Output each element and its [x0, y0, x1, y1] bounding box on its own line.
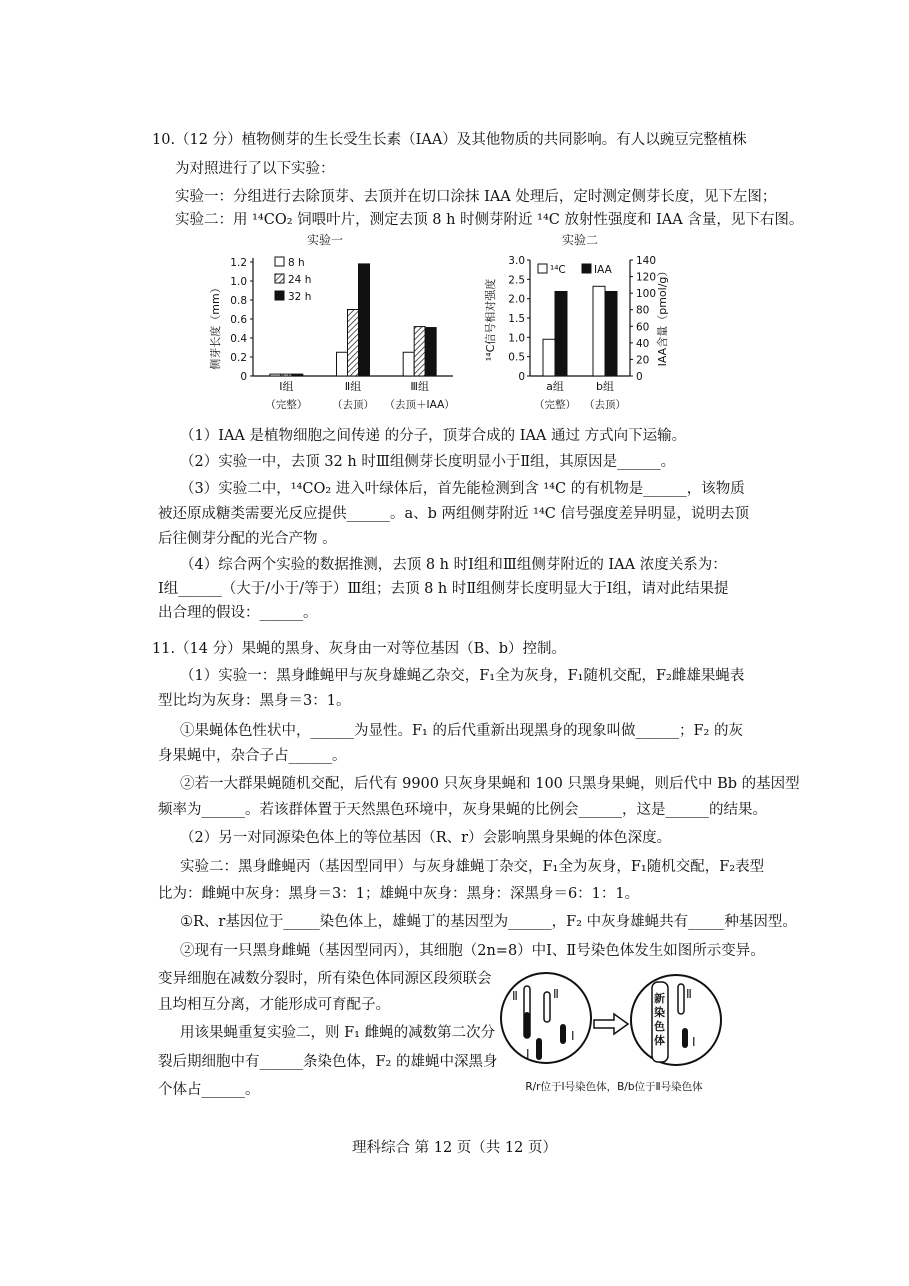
chart1-bar: [359, 264, 370, 376]
new-chrom-char-4: 体: [654, 1034, 665, 1047]
figure-caption: R/r位于Ⅰ号染色体，B/b位于Ⅱ号染色体: [525, 1081, 703, 1093]
q10-exp2: 实验二：用 ¹⁴CO₂ 饲喂叶片，测定去顶 8 h 时侧芽附近 ¹⁴C 放射性强度和 IAA 含量，见下右图。: [175, 212, 804, 228]
cell2-label-I: Ⅰ: [692, 1035, 696, 1049]
chart2-category-label: b组: [596, 380, 614, 393]
chart2-legend-label: ¹⁴C: [550, 264, 566, 276]
chromosome-II-remaining: [678, 984, 684, 1014]
q10-part1: （1）IAA 是植物细胞之间传递 的分子，顶芽合成的 IAA 通过 方式向下运输。: [180, 428, 687, 444]
transform-arrow: [594, 1014, 628, 1034]
chart1-category-label: Ⅰ组: [279, 380, 294, 393]
chart2-ytick-right-label: 100: [636, 288, 657, 301]
chart1-ylabel: 侧芽长度（mm）: [209, 282, 222, 370]
q11-line14: 且均相互分离，才能形成可育配子。: [158, 997, 390, 1013]
chart2-bar: [605, 291, 617, 376]
q11-line1: 11.（14 分）果蝇的黑身、灰身由一对等位基因（B、b）控制。: [152, 641, 567, 657]
chart2-ytick-right-label: 80: [636, 304, 650, 317]
q10-line1: 10.（12 分）植物侧芽的生长受生长素（IAA）及其他物质的共同影响。有人以豌豆完整植株: [152, 132, 747, 148]
chart1-category-label: Ⅲ组: [410, 380, 429, 393]
cell1-label-I-right: Ⅰ: [571, 1029, 575, 1043]
chart2-ylabel-left: ¹⁴C信号相对强度: [484, 278, 497, 362]
chart1-legend-swatch: [275, 291, 284, 300]
q11-line7: 频率为______。若该群体置于天然黑色环境中，灰身果蝇的比例会______，这是______的结果。: [158, 802, 767, 818]
chart2-ytick-left-label: 3.0: [508, 255, 525, 267]
q11-line12: ②现有一只黑身雌蝇（基因型同丙），其细胞（2n=8）中Ⅰ、Ⅱ号染色体发生如图所示变异。: [180, 943, 765, 959]
chart2-category-sublabel: （去顶）: [584, 399, 626, 411]
q10-part4b: Ⅰ组______（大于/小于/等于）Ⅲ组；去顶 8 h 时Ⅱ组侧芽长度明显大于Ⅰ组，请对此结果提: [158, 581, 729, 597]
chart2-legend-label: IAA: [594, 264, 612, 276]
chart2-ylabel-right: IAA含量（pmol/g）: [656, 265, 669, 367]
chromosome-I-remaining: [682, 1028, 688, 1048]
chart2-bar: [543, 339, 555, 376]
chart2-ytick-right-label: 20: [636, 354, 650, 367]
q11-line9: 实验二：黑身雌蝇丙（基因型同甲）与灰身雄蝇丁杂交，F₁全为灰身，F₁随机交配，F₂表型: [180, 859, 765, 875]
q11-line11: ①R、r基因位于_____染色体上，雄蝇丁的基因型为______，F₂ 中灰身雄蝇共有_____种基因型。: [180, 914, 797, 930]
q11-line8: （2）另一对同源染色体上的等位基因（R、r）会影响黑身果蝇的体色深度。: [180, 830, 672, 846]
chart1-bar: [281, 374, 292, 376]
chart2-legend-swatch: [582, 264, 591, 273]
q10-part3a: （3）实验二中，¹⁴CO₂ 进入叶绿体后，首先能检测到含 ¹⁴C 的有机物是______，该物质: [180, 481, 745, 497]
chart1-bar: [425, 328, 436, 376]
q11-line5: 身果蝇中，杂合子占______。: [158, 748, 347, 764]
chart1-bar: [414, 327, 425, 376]
chart1-bar: [270, 374, 281, 376]
q11-line17: 个体占______。: [158, 1082, 260, 1098]
cell2-label-II: Ⅱ: [686, 987, 692, 1001]
chart2-ytick-right-label: 140: [636, 255, 657, 267]
q10-part2: （2）实验一中，去顶 32 h 时Ⅲ组侧芽长度明显小于Ⅱ组，其原因是______。: [180, 454, 676, 470]
chart-experiment-2: [480, 232, 680, 422]
chart2-ytick-right-label: 60: [636, 321, 650, 334]
chart2-legend-swatch: [538, 264, 547, 273]
chart2-ytick-left-label: 1.0: [508, 332, 525, 345]
cell1-label-I-left: Ⅰ: [526, 1047, 530, 1061]
chromosome-figure: [496, 968, 736, 1098]
new-chrom-char-2: 染: [654, 1006, 665, 1019]
chart2-ytick-right-label: 40: [636, 337, 650, 350]
chart1-ytick-label: 0.6: [230, 314, 247, 326]
q11-line2: （1）实验一：黑身雌蝇甲与灰身雄蝇乙杂交，F₁全为灰身，F₁随机交配，F₂雌雄果蝇表: [180, 668, 745, 684]
chart1-category-sublabel: （去顶）: [332, 399, 374, 411]
chart1-ytick-label: 0: [240, 371, 247, 383]
chart1-bar: [292, 374, 303, 376]
chart2-ytick-right-label: 120: [636, 271, 657, 284]
q10-part4a: （4）综合两个实验的数据推测，去顶 8 h 时Ⅰ组和Ⅲ组侧芽附近的 IAA 浓度关系为：: [180, 557, 727, 573]
chart1-ytick-label: 1.0: [230, 276, 247, 288]
new-chrom-char-3: 色: [654, 1020, 665, 1033]
chart1-ytick-label: 0.2: [230, 352, 247, 364]
q10-part3b: 被还原成糖类需要光反应提供______。a、b 两组侧芽附近 ¹⁴C 信号强度差异明显，说明去顶: [158, 506, 749, 522]
chart1-ytick-label: 0.4: [230, 333, 247, 345]
chromosome-I-b: [560, 1024, 566, 1044]
page-footer: 理科综合 第 12 页（共 12 页）: [352, 1140, 557, 1156]
chart1-bar: [403, 352, 414, 376]
cell1-label-II-left: Ⅱ: [512, 989, 518, 1003]
chart1-legend-swatch: [275, 274, 284, 283]
q10-part3c: 后往侧芽分配的光合产物 。: [158, 531, 337, 547]
q11-line10: 比为：雌蝇中灰身：黑身＝3：1；雄蝇中灰身：黑身：深黑身＝6：1：1。: [158, 886, 640, 902]
new-chrom-char-1: 新: [654, 992, 665, 1005]
chromosome-I-a: [536, 1038, 542, 1060]
chart1-legend-label: 8 h: [288, 257, 305, 269]
chart2-ytick-left-label: 1.5: [508, 313, 525, 325]
chart1-category-sublabel: （完整）: [265, 399, 308, 411]
chart1-category-label: Ⅱ组: [344, 380, 362, 393]
q10-exp1: 实验一：分组进行去除顶芽、去顶并在切口涂抹 IAA 处理后，定时测定侧芽长度，见下左图；: [175, 189, 777, 205]
chart1-title: 实验一: [306, 233, 344, 247]
chart-experiment-1: [205, 232, 465, 422]
q11-line15: 用该果蝇重复实验二，则 F₁ 雌蝇的减数第二次分: [180, 1025, 496, 1041]
chart1-ytick-label: 1.2: [230, 257, 247, 269]
chart1-category-sublabel: （去顶＋IAA）: [384, 399, 455, 411]
chart1-bar: [337, 352, 348, 376]
q10-part4c: 出合理的假设：______。: [158, 605, 318, 621]
chart2-ytick-left-label: 0: [518, 371, 525, 383]
variant-cell: [631, 975, 721, 1065]
q10-line2: 为对照进行了以下实验：: [175, 161, 335, 177]
chart2-category-label: a组: [546, 380, 564, 393]
q11-line16: 裂后期细胞中有______条染色体，F₂ 的雄蝇中深黑身: [158, 1054, 498, 1070]
chart1-legend-label: 32 h: [288, 291, 312, 303]
chart2-title: 实验二: [561, 233, 599, 247]
q11-line4: ①果蝇体色性状中，______为显性。F₁ 的后代重新出现黑身的现象叫做______；F₂ 的灰: [180, 723, 743, 739]
chart1-ytick-label: 0.8: [230, 295, 247, 307]
chart2-ytick-right-label: 0: [636, 371, 643, 383]
chart2-ytick-left-label: 0.5: [508, 351, 525, 364]
chart2-bar: [593, 286, 605, 376]
cell1-label-II-right: Ⅱ: [553, 987, 559, 1001]
q11-line6: ②若一大群果蝇随机交配，后代有 9900 只灰身果蝇和 100 只黑身果蝇，则后代中 Bb 的基因型: [180, 776, 800, 792]
chart2-ytick-left-label: 2.0: [508, 293, 525, 306]
chart1-legend-label: 24 h: [288, 274, 312, 286]
chart1-legend-swatch: [275, 257, 284, 266]
chart2-bar: [555, 291, 567, 376]
chromosome-II-short: [544, 992, 550, 1022]
q11-line13: 变异细胞在减数分裂时，所有染色体同源区段须联会: [158, 971, 492, 987]
chart2-category-sublabel: （完整）: [534, 399, 576, 411]
chart2-ytick-left-label: 2.5: [508, 274, 525, 287]
q11-line3: 型比均为灰身：黑身＝3：1。: [158, 693, 351, 709]
chart1-bar: [348, 310, 359, 377]
